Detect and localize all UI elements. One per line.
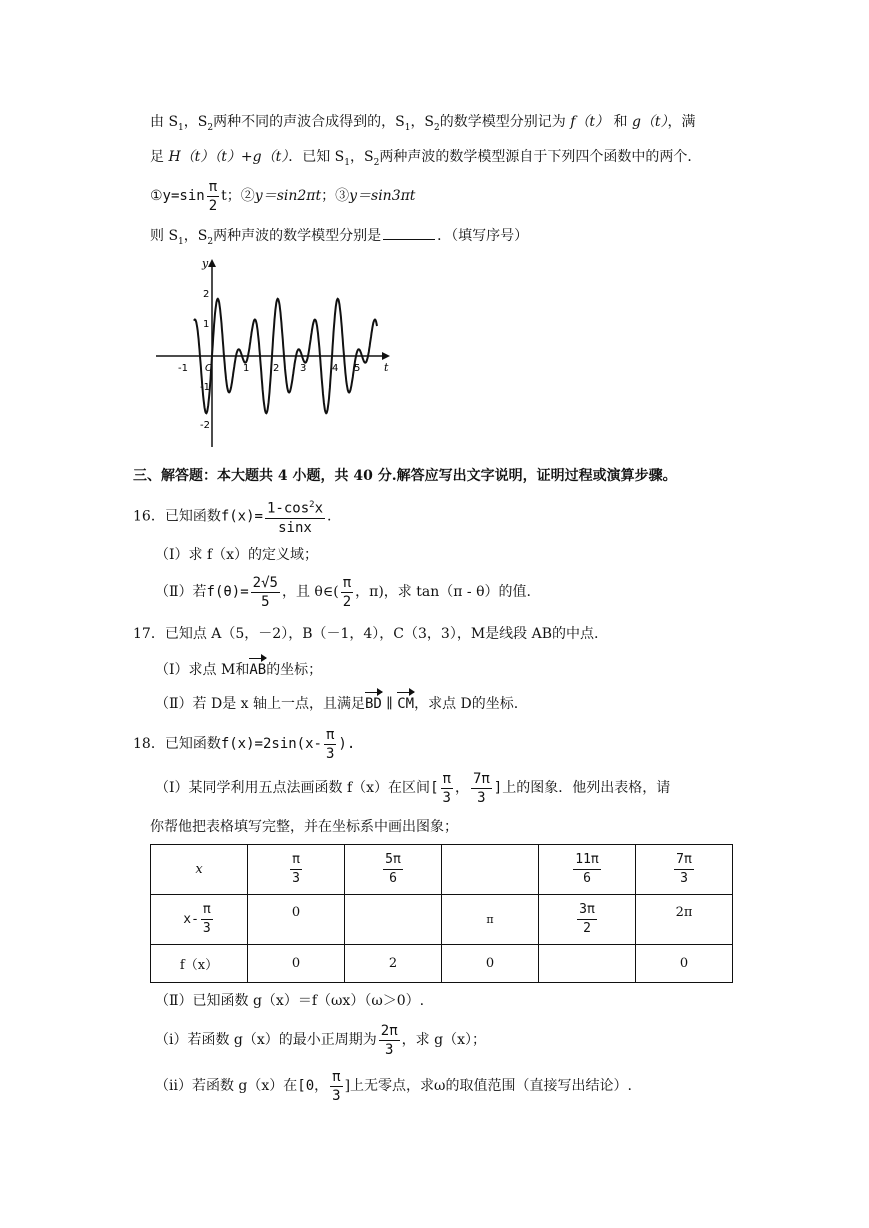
tick-x: 1 (243, 363, 250, 374)
tick-x: -1 (178, 363, 188, 374)
q18-part2: （Ⅱ）已知函数 g（x）＝f（ωx）（ω＞0）. (155, 993, 425, 1009)
q16-part1: （Ⅰ）求 f（x）的定义域； (155, 547, 319, 563)
table-cell: π (442, 895, 539, 945)
table-row (151, 845, 733, 895)
table-cell: 2 (345, 945, 442, 983)
q18-stem: 18．已知函数f(x)=2sin(x- $\frac{\pi}{3}$ ). (133, 726, 356, 762)
table-cell: $\frac{3\pi}{2}$ (539, 895, 636, 945)
table-cell (345, 895, 442, 945)
intro-line-2: 足 H（t）（t）+g（t）．已知 $S_1$，$S_2$两种声波的数学模型源自于下列四个函数中的两个． (150, 149, 702, 168)
q18-part2-i: （ⅰ）若函数 g（x）的最小正周期为 $\frac{2\pi}{3}$ ，求 g（x）； (155, 1022, 486, 1058)
answer-blank (383, 225, 435, 240)
table-cell: 0 (248, 945, 345, 983)
tick-x: 3 (300, 363, 307, 374)
q17-part1: （Ⅰ）求点 M和AB的坐标； (155, 658, 322, 680)
table-cell: $\frac{11\pi}{6}$ (539, 845, 636, 895)
table-cell: 0 (636, 945, 733, 983)
wave-graph (150, 255, 400, 450)
table-cell: 0 (248, 895, 345, 945)
tick-y: 1 (203, 319, 210, 330)
table-cell: f（x） (151, 945, 248, 983)
table-cell: $\frac{7\pi}{3}$ (636, 845, 733, 895)
q18-part1: （Ⅰ）某同学利用五点法画函数 f（x）在区间[ $\frac{\pi}{3}$ ， $\frac{7\pi}{3}$ ]上的图象．他列出表格，请 (155, 770, 671, 806)
vector-bd: BD (365, 692, 382, 714)
q16-stem: 16．已知函数f(x)= $\frac{1-\cos^2x}{\sin x}$ . (133, 496, 331, 537)
table-cell: 2π (636, 895, 733, 945)
tick-x: 5 (354, 363, 361, 374)
tick-y: -1 (200, 382, 210, 393)
tick-x: 2 (273, 363, 280, 374)
axis-label-t: t (384, 361, 389, 374)
tick-x: 4 (332, 363, 339, 374)
five-point-table (150, 844, 733, 983)
vector-ab: AB (249, 658, 266, 680)
tick-x: O (205, 363, 213, 374)
table-row (151, 945, 733, 983)
q18-part2-ii: （ⅱ）若函数 g（x）在[0， $\frac{\pi}{3}$ ]上无零点，求ω的取值范围（直接写出结论）. (155, 1068, 632, 1104)
tick-y: 2 (203, 289, 210, 300)
q18-part1-line2: 你帮他把表格填写完整，并在坐标系中画出图象； (150, 819, 458, 835)
tick-y: -2 (200, 420, 210, 431)
table-row (151, 895, 733, 945)
section-heading: 三、解答题：本大题共 4 小题，共 40 分.解答应写出文字说明，证明过程或演算步骤。 (133, 468, 677, 484)
table-cell: 0 (442, 945, 539, 983)
table-cell (539, 945, 636, 983)
table-cell: x- $\frac{\pi}{3}$ (151, 895, 248, 945)
vector-cm: CM (397, 692, 414, 714)
table-cell: $\frac{\pi}{3}$ (248, 845, 345, 895)
table-cell (442, 845, 539, 895)
q17-part2: （Ⅱ）若 D是 x 轴上一点，且满足BD ∥ CM，求点 D的坐标. (155, 692, 518, 714)
axis-label-y: y (202, 257, 209, 270)
table-cell: x (151, 845, 248, 895)
table-cell: $\frac{5\pi}{6}$ (345, 845, 442, 895)
intro-line-4: 则 $S_1$，$S_2$两种声波的数学模型分别是 ．（填写序号） (150, 225, 528, 252)
intro-line-3: ①y=sin $\frac{\pi}{2}$ t；②y＝sin2πt；③y＝sin3πt (150, 178, 416, 214)
intro-line-1: 由 $S_1$，$S_2$两种不同的声波合成得到的，$S_1$，$S_2$的数学模型分别记为 f（t） 和 g（t），满 (150, 114, 696, 133)
q16-part2: （Ⅱ）若f(θ)= $\frac{2√5}{5}$ ，且 θ∈( $\frac{\pi}{2}$ ，π)，求 tan（π - θ）的值. (155, 574, 531, 610)
q17-stem: 17．已知点 A（5，－2），B（－1，4），C（3，3），M是线段 AB的中点. (133, 626, 599, 642)
